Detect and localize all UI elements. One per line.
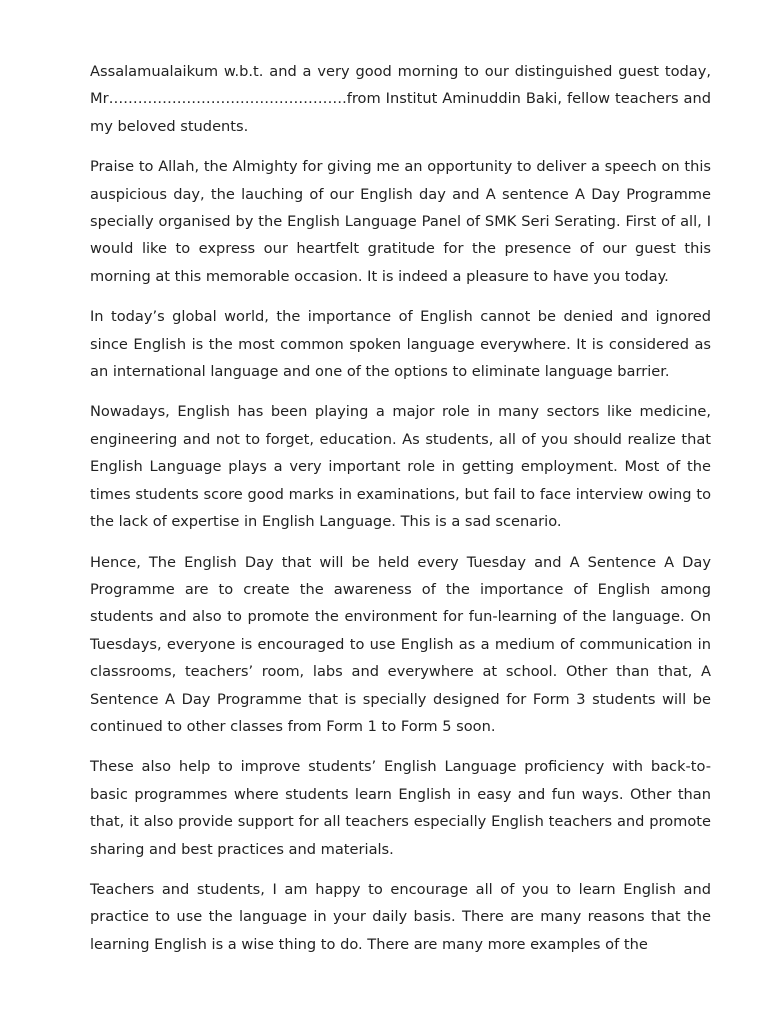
document-page: [90, 58, 711, 971]
paragraph-proficiency: These also help to improve students’ English Language proficiency with back-to-basic programmes where students learn English in easy and fun ways. Other than that, it also provide support for all teachers especially English teachers and promote sharing and best practices and materials.: [90, 758, 711, 858]
paragraph-praise: Praise to Allah, the Almighty for giving me an opportunity to deliver a speech on this auspicious day, the lauching of our English day and A sentence A Day Programme specially organised by the English Language Panel of SMK Seri Serating. First of all, I would like to express our heartfelt gratitude for the presence of our guest this morning at this memorable occasion. It is indeed a pleasure to have you today.: [90, 158, 711, 285]
paragraph-global-world: In today’s global world, the importance of English cannot be denied and ignored since English is the most common spoken language everywhere. It is considered as an international language and one of the options to eliminate language barrier.: [90, 308, 711, 381]
paragraph-english-day: Hence, The English Day that will be held every Tuesday and A Sentence A Day Programme are to create the awareness of the importance of English among students and also to promote the environment for fun-learning of the language. On Tuesdays, everyone is encouraged to use English as a medium of communication in classrooms, teachers’ room, labs and everywhere at school. Other than that, A Sentence A Day Programme that is specially designed for Form 3 students will be continued to other classes from Form 1 to Form 5 soon.: [90, 553, 711, 735]
paragraph-greeting: Assalamualaikum w.b.t. and a very good morning to our distinguished guest today, Mr………………………………………….from Institut Aminuddin Baki, fellow teachers and my beloved students.: [90, 63, 711, 135]
paragraph-nowadays: Nowadays, English has been playing a major role in many sectors like medicine, engineering and not to forget, education. As students, all of you should realize that English Language plays a very important role in getting employment. Most of the times students score good marks in examinations, but fail to face interview owing to the lack of expertise in English Language. This is a sad scenario.: [90, 403, 711, 531]
paragraph-encouragement: Teachers and students, I am happy to encourage all of you to learn English and practice to use the language in your daily basis. There are many reasons that the learning English is a wise thing to do. There are many more examples of the: [90, 880, 711, 953]
